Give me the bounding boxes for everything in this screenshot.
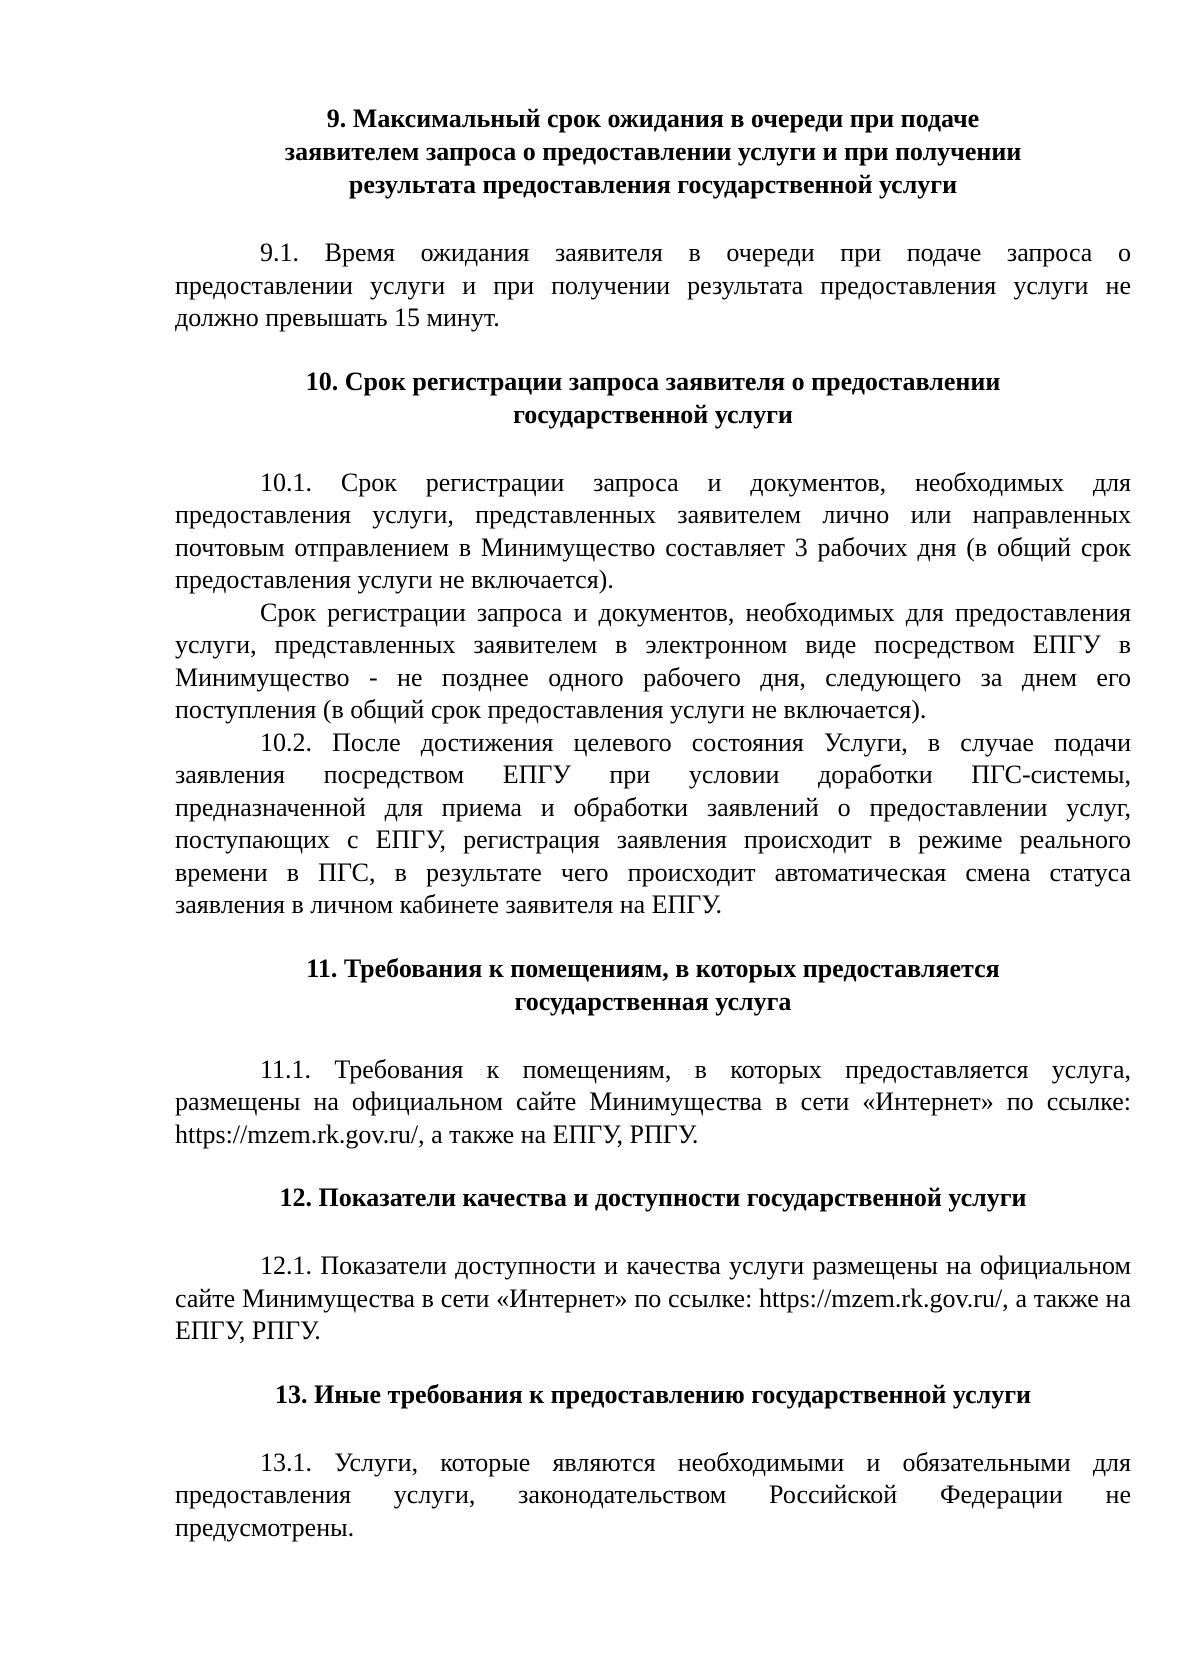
heading-line: 10. Срок регистрации запроса заявителя о предоставлении — [305, 366, 1001, 396]
heading-line: государственной услуги — [513, 399, 793, 429]
heading-line: 13. Иные требования к предоставлению государственной услуги — [274, 1379, 1032, 1409]
paragraph-12-1: 12.1. Показатели доступности и качества услуги размещены на официальном сайте Минимущества в сети «Интернет» по ссылке: https://mzem.rk.gov.ru/, а также на ЕПГУ, РПГУ. — [175, 1251, 1131, 1345]
paragraph-9-1: 9.1. Время ожидания заявителя в очереди при подаче запроса о предоставлении услуги и при получении результата предоставления услуги не должно превышать 15 минут. — [175, 238, 1131, 332]
heading-line: государственная услуга — [514, 986, 792, 1016]
document-page — [175, 102, 1131, 1544]
heading-line: 11. Требования к помещениям, в которых предоставляется — [306, 953, 1000, 983]
paragraph-10-2: 10.2. После достижения целевого состояния Услуги, в случае подачи заявления посредством ЕПГУ при условии доработки ПГС-системы, предназначенной для приема и обработки заявлений о предоставлении услуг, поступающих с ЕПГУ, регистрация заявления происходит в режиме реального времени в ПГС, в результате чего происходит автоматическая смена статуса заявления в личном кабинете заявителя на ЕПГУ. — [175, 727, 1131, 919]
section-12-heading — [175, 1181, 1131, 1214]
heading-line: результата предоставления государственной услуги — [348, 170, 958, 199]
section-9-heading — [175, 102, 1131, 201]
heading-line: 9. Максимальный срок ожидания в очереди при подаче — [326, 104, 980, 133]
paragraph-11-1: 11.1. Требования к помещениям, в которых предоставляется услуга, размещены на официальном сайте Минимущества в сети «Интернет» по ссылке: https://mzem.rk.gov.ru/, а также на ЕПГУ, РПГУ. — [175, 1054, 1131, 1149]
section-13-heading — [175, 1378, 1131, 1411]
section-11-heading — [175, 952, 1131, 1018]
heading-line: заявителем запроса о предоставлении услуги и при получении — [284, 137, 1022, 166]
paragraph-10-1: 10.1. Срок регистрации запроса и документов, необходимых для предоставления услуги, представленных заявителем лично или направленных почтовым отправлением в Минимущество составляет 3 рабочих дня (в общий срок предоставления услуги не включается). — [175, 467, 1131, 594]
paragraph-13-1: 13.1. Услуги, которые являются необходимыми и обязательными для предоставления услуги, законодательством Российской Федерации не предусмотрены. — [175, 1447, 1131, 1542]
section-10-heading — [175, 365, 1131, 431]
paragraph-10-1-cont: Срок регистрации запроса и документов, необходимых для предоставления услуги, представленных заявителем в электронном виде посредством ЕПГУ в Минимущество - не позднее одного рабочего дня, следующего за днем его поступления (в общий срок предоставления услуги не включается). — [175, 597, 1131, 724]
heading-line: 12. Показатели качества и доступности государственной услуги — [279, 1183, 1027, 1212]
